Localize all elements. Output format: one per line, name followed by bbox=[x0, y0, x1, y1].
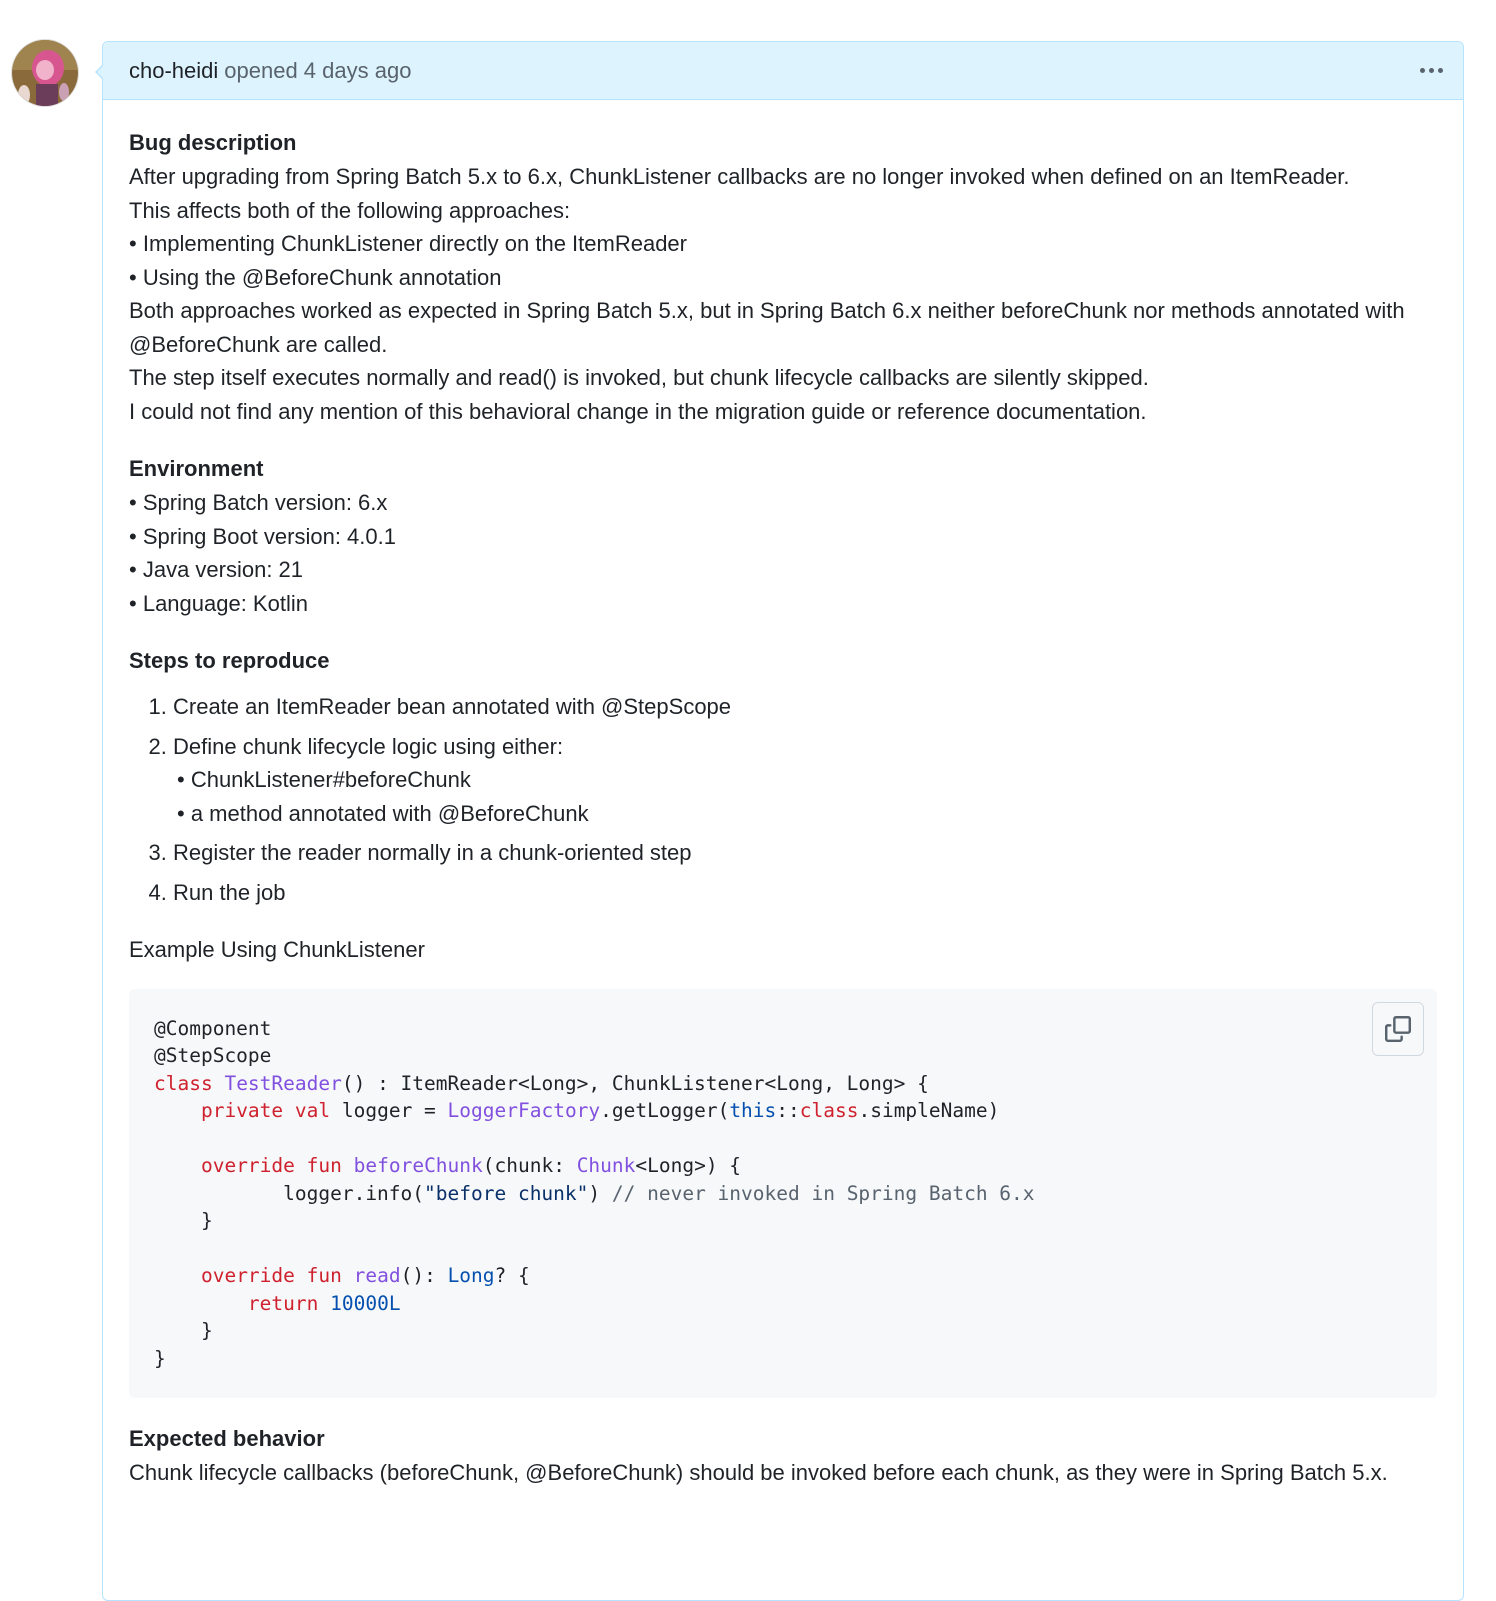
comment-body bbox=[103, 100, 1463, 1490]
bug-line: After upgrading from Spring Batch 5.x to 6.x, ChunkListener callbacks are no longer invoked when defined on an ItemReader. bbox=[129, 164, 1350, 189]
environment-item: • Spring Batch version: 6.x bbox=[129, 486, 1437, 520]
expected-text: Chunk lifecycle callbacks (beforeChunk, @BeforeChunk) should be invoked before each chunk, as they were in Spring Batch 5.x. bbox=[129, 1460, 1388, 1485]
step-item: 4. Run the job bbox=[173, 876, 1437, 910]
bug-bullet: • Implementing ChunkListener directly on the ItemReader bbox=[129, 227, 1437, 261]
step-subitem: • ChunkListener#beforeChunk bbox=[173, 763, 1437, 797]
example-label: Example Using ChunkListener bbox=[129, 937, 425, 962]
step-subitem: • a method annotated with @BeforeChunk bbox=[173, 797, 1437, 831]
environment-item: • Spring Boot version: 4.0.1 bbox=[129, 520, 1437, 554]
comment-header bbox=[103, 42, 1463, 100]
step-item: 3. Register the reader normally in a chunk-oriented step bbox=[173, 836, 1437, 870]
bug-bullet: • Using the @BeforeChunk annotation bbox=[129, 261, 1437, 295]
copy-icon[interactable] bbox=[1372, 1002, 1424, 1056]
code-content: @Component @StepScope class TestReader() : ItemReader<Long>, ChunkListener<Long, Long> { private val logger = LoggerFactory.getLogger(this::class.simpleName) override fun beforeChunk(chunk: Chunk<Long>) { logger.info("before chunk") // never invoked in Spring Batch 6.x } override fun read(): Long? { return 10000L } } bbox=[154, 1016, 1035, 1370]
avatar[interactable] bbox=[12, 40, 78, 106]
environment-section bbox=[129, 452, 1437, 620]
expected-section bbox=[129, 1422, 1437, 1490]
issue-comment bbox=[102, 41, 1464, 1601]
bug-description-heading: Bug description bbox=[129, 130, 297, 155]
opened-timestamp[interactable]: opened 4 days ago bbox=[224, 57, 412, 83]
bug-line: This affects both of the following approaches: bbox=[129, 197, 571, 223]
environment-item: • Java version: 21 bbox=[129, 553, 1437, 587]
step-item: 2. Define chunk lifecycle logic using either: • ChunkListener#beforeChunk • a method annotated with @BeforeChunk bbox=[173, 730, 1437, 831]
bug-line: I could not find any mention of this behavioral change in the migration guide or reference documentation. bbox=[129, 398, 1147, 424]
steps-heading: Steps to reproduce bbox=[129, 648, 330, 673]
kebab-horizontal-icon[interactable] bbox=[1414, 62, 1449, 79]
avatar-image bbox=[12, 40, 78, 106]
bug-description-section bbox=[129, 126, 1437, 428]
code-block bbox=[129, 989, 1437, 1399]
author-link[interactable]: cho-heidi bbox=[129, 57, 219, 83]
environment-item: • Language: Kotlin bbox=[129, 587, 1437, 621]
bug-line: The step itself executes normally and read() is invoked, but chunk lifecycle callbacks are silently skipped. bbox=[129, 365, 1149, 390]
steps-section bbox=[129, 644, 1437, 909]
steps-list bbox=[129, 690, 1437, 909]
environment-heading: Environment bbox=[129, 456, 264, 481]
bug-line: Both approaches worked as expected in Spring Batch 5.x, but in Spring Batch 6.x neither beforeChunk nor methods annotated with @BeforeChunk are called. bbox=[129, 298, 1405, 357]
step-item: 1. Create an ItemReader bean annotated with @StepScope bbox=[173, 690, 1437, 724]
expected-heading: Expected behavior bbox=[129, 1426, 325, 1451]
